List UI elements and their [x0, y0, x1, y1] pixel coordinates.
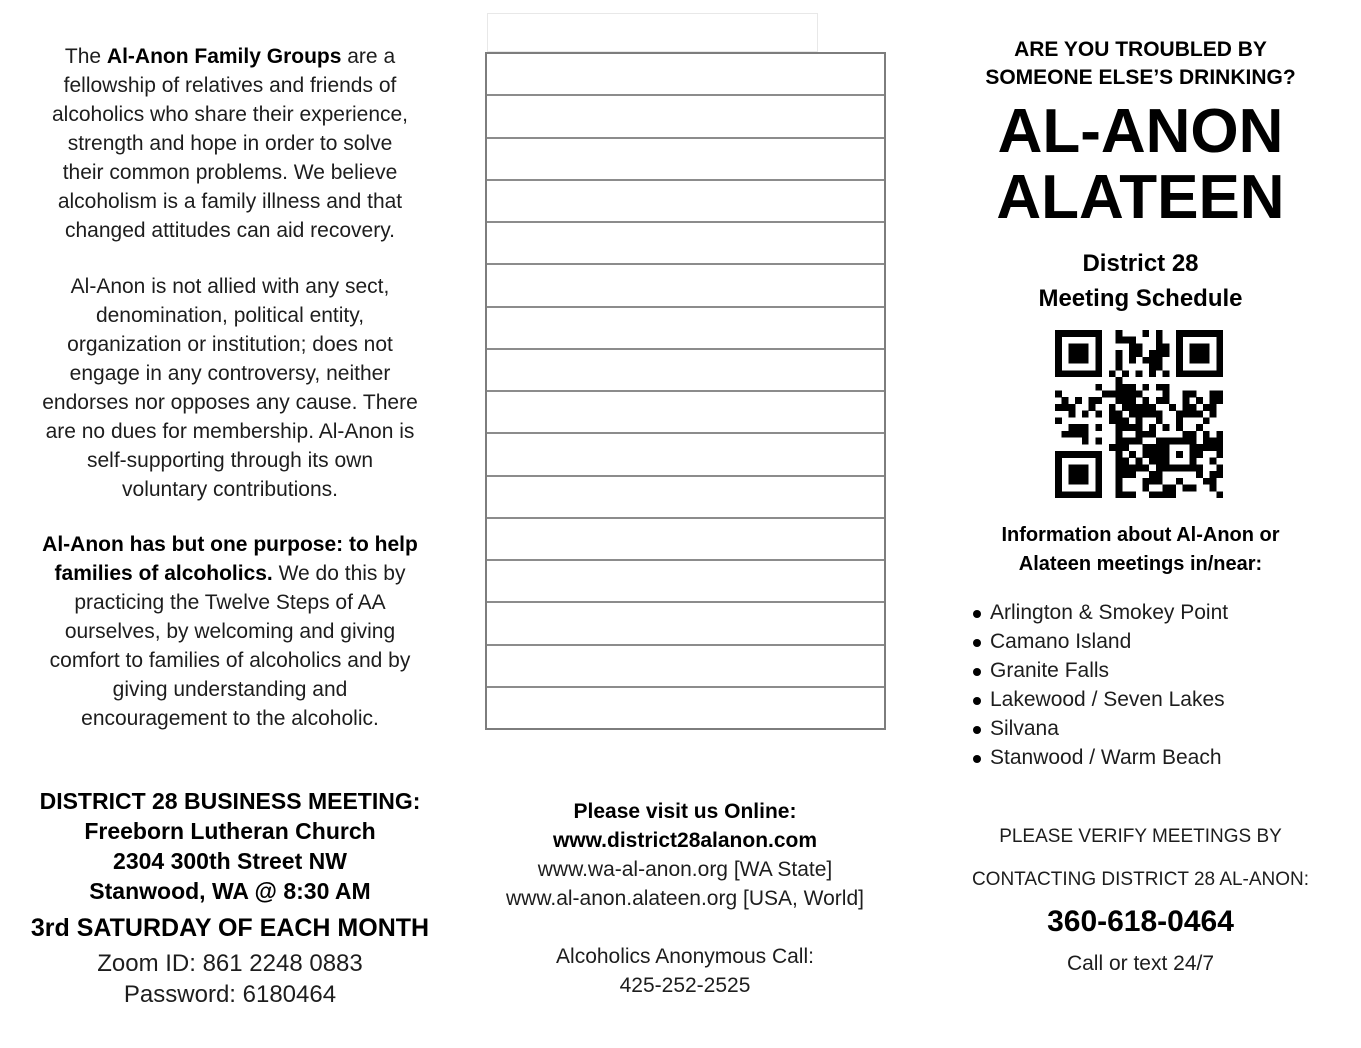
table-row	[487, 519, 884, 561]
aa-call-label: Alcoholics Anonymous Call:	[556, 945, 814, 968]
district-phone-number: 360-618-0464	[1047, 905, 1234, 938]
qr-code-svg	[1055, 330, 1223, 498]
text-line: Al-Anon is not allied with any sect,	[70, 275, 390, 298]
subtitle-schedule: Meeting Schedule	[1038, 285, 1243, 312]
info-heading-line2: Alateen meetings in/near:	[1018, 553, 1263, 575]
spacer	[460, 913, 910, 942]
text-line: fellowship of relatives and friends of	[63, 74, 397, 97]
table-row	[487, 265, 884, 307]
business-meeting-title: DISTRICT 28 BUSINESS MEETING:	[39, 788, 421, 814]
text-line: comfort to families of alcoholics and by	[49, 649, 411, 672]
text-line: organization or institution; does not	[67, 333, 393, 356]
table-row	[487, 646, 884, 688]
empty-header-box	[487, 13, 818, 52]
list-item	[973, 656, 1228, 685]
table-row	[487, 96, 884, 138]
text-line: ourselves, by welcoming and giving	[64, 620, 396, 643]
bullet-icon	[973, 668, 981, 676]
verify-notice-line2: CONTACTING DISTRICT 28 AL-ANON:	[971, 869, 1310, 890]
title-alateen: ALATEEN	[996, 163, 1285, 232]
bullet-icon	[973, 639, 981, 647]
district-website-link: www.district28alanon.com	[552, 829, 818, 852]
table-row	[487, 603, 884, 645]
list-item	[973, 685, 1228, 714]
location-label: Camano Island	[990, 630, 1132, 653]
table-row	[487, 688, 884, 728]
text-line: their common problems. We believe	[62, 161, 398, 184]
purpose-paragraph	[10, 530, 450, 733]
text-line: voluntary contributions.	[122, 478, 338, 501]
info-heading	[920, 521, 1361, 579]
text-line: are no dues for membership. Al-Anon is	[45, 420, 415, 443]
affiliation-paragraph	[10, 272, 450, 504]
text-line: families of alcoholics. We do this by	[54, 562, 406, 585]
text-line: The Al-Anon Family Groups are a	[64, 45, 396, 68]
tagline-line1: ARE YOU TROUBLED BY	[1014, 38, 1267, 61]
text-line: changed attitudes can aid recovery.	[65, 219, 395, 242]
bullet-icon	[973, 610, 981, 618]
business-meeting-church: Freeborn Lutheran Church	[84, 818, 376, 844]
qr-code	[1055, 330, 1223, 498]
verify-notice-line1: PLEASE VERIFY MEETINGS BY	[999, 826, 1282, 847]
subtitle	[920, 246, 1361, 316]
table-row	[487, 477, 884, 519]
text-line: alcoholism is a family illness and that	[57, 190, 403, 213]
schedule-table	[485, 52, 886, 730]
table-row	[487, 392, 884, 434]
bullet-icon	[973, 726, 981, 734]
table-row	[487, 434, 884, 476]
text-line: alcoholics who share their experience,	[51, 103, 409, 126]
business-meeting-password: Password: 6180464	[123, 981, 337, 1008]
table-row	[487, 181, 884, 223]
tagline	[920, 36, 1361, 92]
business-meeting-city-time: Stanwood, WA @ 8:30 AM	[89, 878, 371, 904]
text-line: practicing the Twelve Steps of AA	[74, 591, 386, 614]
bullet-icon	[973, 697, 981, 705]
bullet-icon	[973, 755, 981, 763]
location-label: Granite Falls	[990, 659, 1110, 682]
business-meeting-schedule: 3rd SATURDAY OF EACH MONTH	[30, 914, 430, 942]
table-row	[487, 223, 884, 265]
list-item	[973, 714, 1228, 743]
text-line: denomination, political entity,	[95, 304, 365, 327]
phone-availability-note: Call or text 24/7	[1066, 952, 1215, 975]
text-line: giving understanding and	[112, 678, 348, 701]
text-line: Al-Anon has but one purpose: to help	[42, 533, 418, 556]
subtitle-district: District 28	[1082, 250, 1199, 277]
online-info-block	[460, 797, 910, 1000]
page-title	[920, 99, 1361, 231]
location-label: Silvana	[990, 717, 1059, 740]
title-al-anon: AL-ANON	[997, 97, 1284, 166]
list-item	[973, 743, 1228, 772]
table-row	[487, 350, 884, 392]
aa-phone-number: 425-252-2525	[619, 974, 751, 997]
locations-list	[973, 598, 1228, 772]
table-row	[487, 54, 884, 96]
table-row	[487, 308, 884, 350]
text-line: engage in any controversy, neither	[69, 362, 391, 385]
text-line: self-supporting through its own	[87, 449, 373, 472]
text-line: endorses nor opposes any cause. There	[42, 391, 418, 414]
tagline-line2: SOMEONE ELSE’S DRINKING?	[985, 66, 1296, 89]
location-label: Stanwood / Warm Beach	[990, 746, 1222, 769]
text-line: encouragement to the alcoholic.	[81, 707, 379, 730]
business-meeting-block	[0, 786, 460, 1010]
business-meeting-street: 2304 300th Street NW	[113, 848, 347, 874]
intro-paragraph	[10, 42, 450, 245]
wa-website-link: www.wa-al-anon.org [WA State]	[537, 858, 833, 881]
table-row	[487, 139, 884, 181]
table-row	[487, 561, 884, 603]
location-label: Arlington & Smokey Point	[990, 601, 1229, 624]
world-website-link: www.al-anon.alateen.org [USA, World]	[506, 887, 864, 910]
online-heading: Please visit us Online:	[573, 800, 797, 823]
info-heading-line1: Information about Al-Anon or	[1001, 524, 1280, 546]
business-meeting-zoom-id: Zoom ID: 861 2248 0883	[97, 950, 363, 977]
location-label: Lakewood / Seven Lakes	[990, 688, 1225, 711]
list-item	[973, 598, 1228, 627]
text-line: strength and hope in order to solve	[67, 132, 393, 155]
list-item	[973, 627, 1228, 656]
